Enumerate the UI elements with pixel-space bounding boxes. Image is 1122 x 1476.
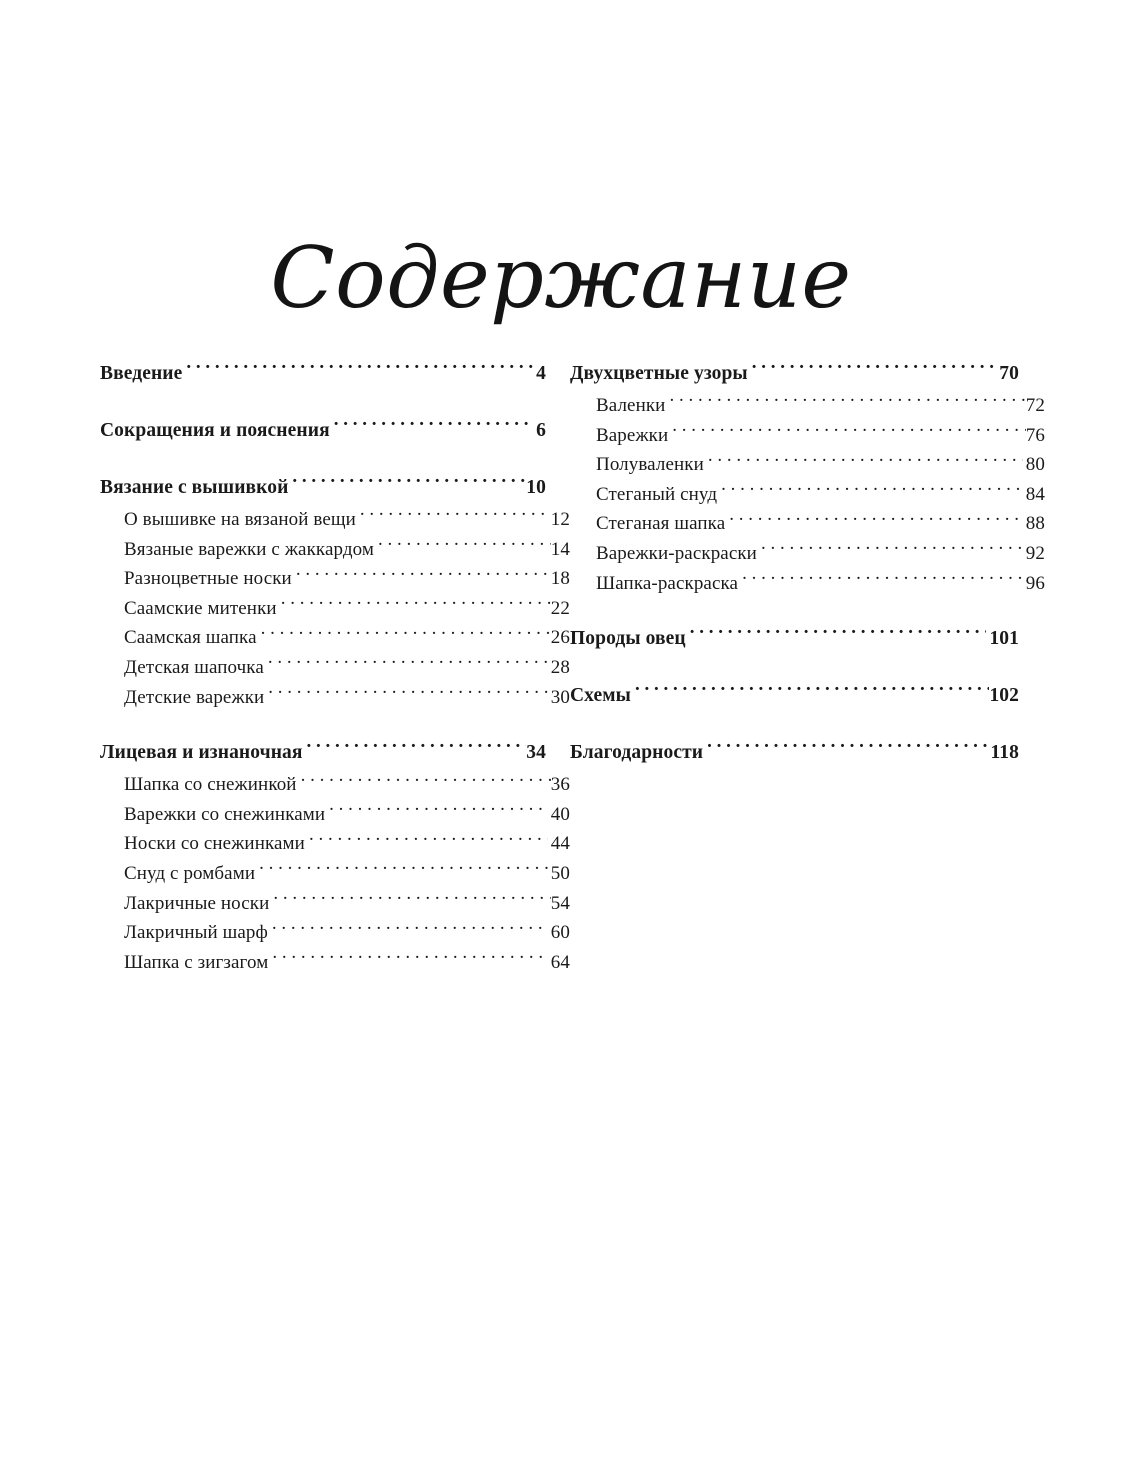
dot-leader xyxy=(707,739,990,759)
toc-entry-label: Разноцветные носки xyxy=(124,568,292,590)
toc-entry-label: Двухцветные узоры xyxy=(570,363,748,384)
toc-entry-page-number: 60 xyxy=(550,922,570,944)
toc-entry-main[interactable] xyxy=(570,737,1019,769)
toc-entry-sub[interactable] xyxy=(570,539,1045,569)
toc-column-left xyxy=(100,358,570,977)
toc-entry-main[interactable] xyxy=(100,415,546,447)
toc-entry-page-number: 70 xyxy=(999,363,1019,384)
toc-entry-page-number: 6 xyxy=(536,420,546,441)
toc-entry-label: Полуваленки xyxy=(596,454,704,476)
dot-leader xyxy=(281,595,551,614)
toc-entry-page-number: 54 xyxy=(550,892,570,914)
toc-entry-sub[interactable] xyxy=(100,653,570,683)
toc-entry-label: Саамские митенки xyxy=(124,597,277,619)
toc-entry-page-number: 72 xyxy=(1025,395,1045,416)
toc-entry-page-number: 22 xyxy=(550,597,570,619)
toc-entry-label: Лицевая и изнаночная xyxy=(100,742,303,764)
toc-entry-page-number: 118 xyxy=(990,742,1019,764)
toc-entry-label: Стеганая шапка xyxy=(596,513,726,535)
toc-entry-label: Стеганый снуд xyxy=(596,483,718,505)
dot-leader xyxy=(309,830,548,849)
toc-entry-main[interactable] xyxy=(570,623,1019,655)
toc-entry-page-number: 84 xyxy=(1025,483,1045,505)
toc-entry-sub[interactable] xyxy=(100,564,570,594)
toc-entry-sub[interactable] xyxy=(570,569,1045,599)
dot-leader xyxy=(296,565,551,584)
toc-entry-page-number: 102 xyxy=(989,685,1019,707)
toc-entry-label: Породы овец xyxy=(570,628,686,650)
toc-entry-page-number: 76 xyxy=(1025,424,1045,446)
dot-leader xyxy=(273,890,550,909)
dot-leader xyxy=(635,682,989,702)
toc-group xyxy=(100,737,570,977)
toc-entry-page-number: 34 xyxy=(526,742,546,764)
toc-entry-label: Вязаные варежки с жаккардом xyxy=(124,538,374,560)
toc-column-right xyxy=(570,358,1045,769)
dot-leader xyxy=(378,536,551,555)
dot-leader xyxy=(721,481,1023,500)
toc-entry-sub[interactable] xyxy=(100,948,570,978)
toc-entry-page-number: 50 xyxy=(550,862,570,884)
toc-entry-sub[interactable] xyxy=(570,450,1045,480)
toc-entry-main[interactable] xyxy=(100,472,546,504)
toc-entry-sub[interactable] xyxy=(100,859,570,889)
toc-entry-sub[interactable] xyxy=(100,918,570,948)
toc-entry-sub[interactable] xyxy=(100,800,570,830)
dot-leader xyxy=(690,625,987,645)
dot-leader xyxy=(268,684,551,703)
toc-entry-page-number: 40 xyxy=(550,803,570,825)
dot-leader xyxy=(360,506,551,525)
toc-entry-page-number: 96 xyxy=(1025,572,1045,594)
toc-entry-page-number: 28 xyxy=(550,656,570,678)
toc-entry-sub[interactable] xyxy=(100,505,570,535)
toc-entry-page-number: 4 xyxy=(536,363,546,384)
toc-group xyxy=(570,737,1019,769)
toc-entry-page-number: 18 xyxy=(550,568,570,590)
toc-entry-page-number: 36 xyxy=(550,774,570,796)
dot-leader xyxy=(742,570,1023,589)
dot-leader xyxy=(729,510,1023,529)
toc-entry-sub[interactable] xyxy=(100,683,570,713)
toc-entry-sub[interactable] xyxy=(100,829,570,859)
toc-entry-label: О вышивке на вязаной вещи xyxy=(124,509,356,530)
toc-entry-page-number: 88 xyxy=(1025,513,1045,535)
dot-leader xyxy=(307,739,527,759)
dot-leader xyxy=(268,654,551,673)
toc-entry-label: Лакричные носки xyxy=(124,892,270,914)
toc-group xyxy=(570,358,1045,598)
dot-leader xyxy=(334,417,533,437)
toc-entry-sub[interactable] xyxy=(100,535,570,565)
dot-leader xyxy=(292,474,526,494)
dot-leader xyxy=(708,451,1023,470)
toc-entry-label: Саамская шапка xyxy=(124,627,257,649)
toc-entry-main[interactable] xyxy=(100,737,546,769)
toc-entry-label: Благодарности xyxy=(570,742,704,764)
toc-entry-main[interactable] xyxy=(570,358,1019,390)
toc-entry-label: Валенки xyxy=(596,395,666,416)
dot-leader xyxy=(261,624,551,643)
toc-entry-label: Варежки xyxy=(596,424,669,446)
toc-entry-page-number: 80 xyxy=(1025,454,1045,476)
dot-leader xyxy=(761,540,1026,559)
dot-leader xyxy=(329,801,548,820)
toc-entry-label: Носки со снежинками xyxy=(124,833,305,855)
toc-entry-page-number: 44 xyxy=(550,833,570,855)
toc-entry-label: Сокращения и пояснения xyxy=(100,420,330,441)
toc-entry-sub[interactable] xyxy=(100,623,570,653)
dot-leader xyxy=(259,860,551,879)
toc-entry-label: Варежки-раскраски xyxy=(596,542,757,564)
page-title: Содержание xyxy=(270,229,852,327)
toc-entry-label: Шапка со снежинкой xyxy=(124,774,297,796)
toc-group xyxy=(100,472,570,712)
toc-entry-label: Шапка с зигзагом xyxy=(124,951,269,973)
toc-entry-page-number: 101 xyxy=(989,628,1019,650)
toc-entry-page-number: 14 xyxy=(550,538,570,560)
toc-entry-label: Схемы xyxy=(570,685,632,707)
toc-entry-page-number: 26 xyxy=(550,627,570,649)
toc-entry-main[interactable] xyxy=(100,358,546,390)
toc-entry-page-number: 64 xyxy=(550,951,570,973)
dot-leader xyxy=(186,360,536,380)
toc-entry-label: Шапка-раскраска xyxy=(596,572,739,594)
dot-leader xyxy=(752,360,1000,380)
dot-leader xyxy=(301,771,551,790)
toc-group xyxy=(100,358,546,390)
toc-entry-sub[interactable] xyxy=(100,770,570,800)
toc-entry-label: Введение xyxy=(100,363,183,384)
toc-entry-sub[interactable] xyxy=(100,594,570,624)
toc-entry-label: Вязание с вышивкой xyxy=(100,477,289,498)
toc-entry-sub[interactable] xyxy=(570,421,1045,451)
toc-entry-label: Детская шапочка xyxy=(124,656,264,678)
toc-group xyxy=(570,680,1019,712)
dot-leader xyxy=(272,919,548,938)
toc-entry-main[interactable] xyxy=(570,680,1019,712)
toc-entry-label: Снуд с ромбами xyxy=(124,862,256,884)
toc-entry-page-number: 30 xyxy=(550,686,570,708)
toc-group xyxy=(100,415,546,447)
toc-entry-sub[interactable] xyxy=(570,509,1045,539)
dot-leader xyxy=(669,392,1025,411)
dot-leader xyxy=(672,422,1026,441)
toc-group xyxy=(570,623,1019,655)
toc-entry-label: Лакричный шарф xyxy=(124,922,268,944)
toc-entry-sub[interactable] xyxy=(570,391,1045,421)
toc-entry-page-number: 10 xyxy=(526,477,546,498)
toc-entry-page-number: 92 xyxy=(1025,542,1045,564)
toc-entry-label: Детские варежки xyxy=(124,686,265,708)
dot-leader xyxy=(272,949,547,968)
toc-entry-sub[interactable] xyxy=(100,889,570,919)
toc-entry-label: Варежки со снежинками xyxy=(124,803,326,825)
toc-entry-sub[interactable] xyxy=(570,480,1045,510)
toc-entry-page-number: 12 xyxy=(550,509,570,530)
